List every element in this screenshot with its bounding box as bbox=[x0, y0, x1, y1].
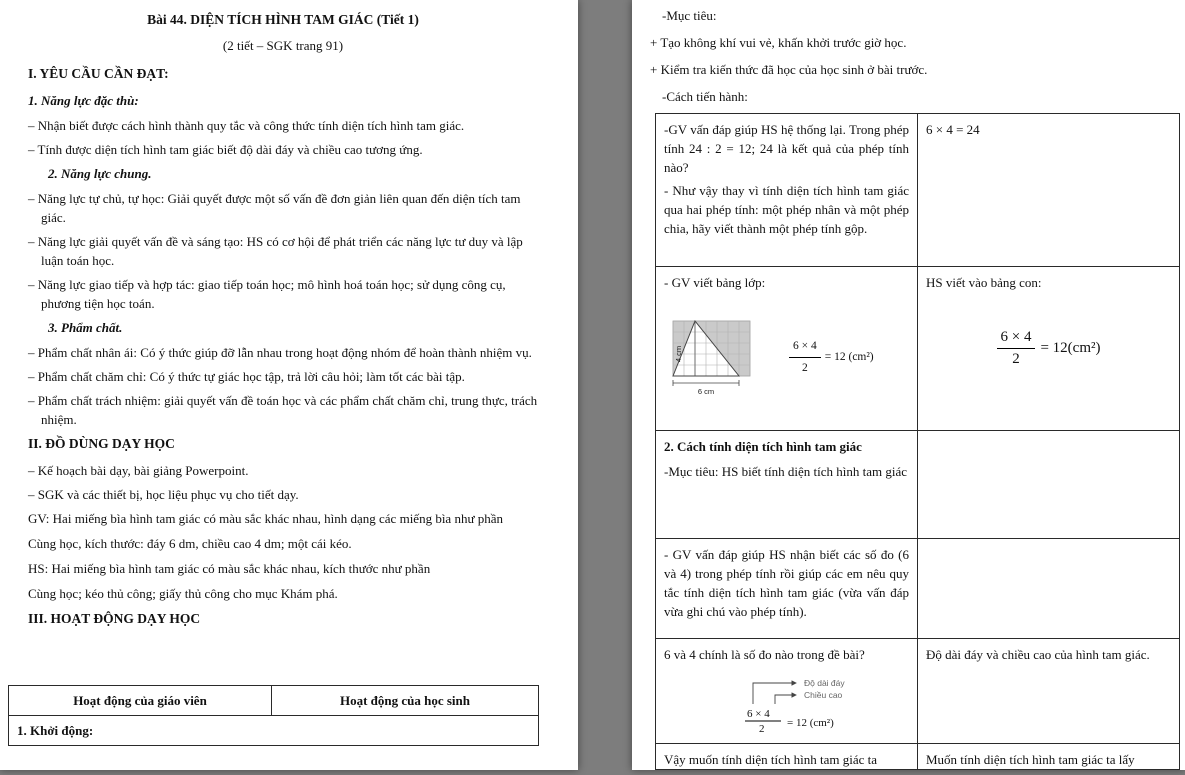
student-cell-row1 bbox=[918, 114, 1179, 267]
activity-2-muc-tieu: -Mục tiêu: HS biết tính diện tích hình tam giác bbox=[664, 464, 907, 479]
figure-height-label: 4 cm bbox=[674, 345, 683, 363]
fraction-denominator: 2 bbox=[802, 361, 808, 374]
khoi-dong-intro bbox=[632, 0, 1185, 106]
activity-2-heading: 2. Cách tính diện tích hình tam giác bbox=[664, 439, 862, 454]
paragraph-hs-materials: HS: Hai miếng bìa hình tam giác có màu sắc khác nhau, kích thước như phần bbox=[28, 561, 431, 576]
paragraph: - GV viết bảng lớp: bbox=[664, 275, 766, 290]
paragraph-p7: – Phẩm chất chăm chỉ: Có ý thức tự giác học tập, trả lời câu hỏi; làm tốt các bài tập. bbox=[28, 369, 465, 384]
fraction-denominator: 2 bbox=[1012, 351, 1020, 367]
teacher-cell-row5 bbox=[656, 639, 918, 744]
paragraph-p5: – Năng lực giao tiếp và hợp tác: giao tiếp toán học; mô hình hoá toán học; sử dụng công cụ, phương tiện học toán. bbox=[28, 277, 506, 311]
activities-table-header bbox=[9, 686, 538, 716]
section-1-heading: I. YÊU CẦU CẦN ĐẠT: bbox=[28, 66, 169, 81]
formula-result: = 12 (cm²) bbox=[824, 350, 874, 363]
muc-tieu-label: -Mục tiêu: bbox=[662, 8, 717, 23]
paragraph: - Như vậy thay vì tính diện tích hình tam giác qua hai phép tính: một phép nhân và một phép chia, hãy viết thành một phép tính gộp. bbox=[664, 183, 909, 236]
subsection-1a-heading: 1. Năng lực đặc thù: bbox=[28, 93, 139, 108]
teacher-cell-row3 bbox=[656, 431, 918, 539]
formula-result: = 12 (cm²) bbox=[787, 717, 834, 729]
teacher-cell-row2 bbox=[656, 267, 918, 431]
paragraph: HS viết vào bảng con: bbox=[926, 275, 1042, 290]
student-cell-row5 bbox=[918, 639, 1179, 744]
figure-base-label: 6 cm bbox=[697, 387, 715, 396]
triangle-grid-figure bbox=[664, 318, 759, 396]
fraction bbox=[789, 337, 821, 378]
page-2[interactable] bbox=[632, 0, 1185, 770]
paragraph-p8: – Phẩm chất trách nhiệm: giải quyết vấn đề toán học và các phẩm chất chăm chỉ, trung thực, trách nhiệm. bbox=[28, 393, 538, 427]
fraction bbox=[997, 328, 1036, 369]
paragraph: - GV vấn đáp giúp HS nhận biết các số đo (6 và 4) trong phép tính rồi giúp các em nêu quy tắc tính diện tích hình tam giác (vừa vấn đáp vừa ghi chú vào phép tính). bbox=[664, 547, 909, 619]
paragraph-gv-materials-2: Cùng học, kích thước: đáy 6 dm, chiều cao 4 dm; một cái kéo. bbox=[28, 536, 352, 551]
section-3-heading: III. HOẠT ĐỘNG DẠY HỌC bbox=[28, 611, 201, 626]
teacher-cell-row1 bbox=[656, 114, 918, 267]
formula-result: = 12(cm²) bbox=[1040, 339, 1101, 356]
paragraph: -GV vấn đáp giúp HS hệ thống lại. Trong phép tính 24 : 2 = 12; 24 là kết quả của phép tính nào? bbox=[664, 122, 909, 175]
paragraph-p10: – SGK và các thiết bị, học liệu phục vụ cho tiết dạy. bbox=[28, 487, 299, 502]
subsection-1b-heading: 2. Năng lực chung. bbox=[48, 166, 152, 181]
paragraph-p9: – Kế hoạch bài dạy, bài giảng Powerpoint. bbox=[28, 463, 249, 478]
fraction-numerator: 6 × 4 bbox=[747, 708, 770, 720]
question: 6 và 4 chính là số đo nào trong đề bài? bbox=[664, 647, 865, 662]
fraction-numerator: 6 × 4 bbox=[997, 328, 1036, 349]
paragraph-p2: – Tính được diện tích hình tam giác biết độ dài đáy và chiều cao tương ứng. bbox=[28, 142, 423, 157]
student-answer: 6 × 4 = 24 bbox=[926, 122, 980, 137]
fraction-numerator: 6 × 4 bbox=[789, 337, 821, 358]
student-answer: Độ dài đáy và chiều cao của hình tam giác. bbox=[926, 647, 1150, 662]
lesson-subtitle: (2 tiết – SGK trang 91) bbox=[222, 38, 344, 53]
paragraph-p1: – Nhận biết được cách hình thành quy tắc và công thức tính diện tích hình tam giác. bbox=[28, 118, 465, 133]
paragraph: Vậy muốn tính diện tích hình tam giác ta bbox=[664, 752, 878, 767]
formula-annotation-diagram bbox=[740, 672, 909, 739]
col-header-student: Hoạt động của học sinh bbox=[339, 693, 471, 708]
col-header-teacher: Hoạt động của giáo viên bbox=[9, 686, 272, 715]
label-chieu-cao: Chiều cao bbox=[804, 690, 843, 700]
muc-tieu-bullet-2: + Kiểm tra kiến thức đã học của học sinh ở bài trước. bbox=[650, 62, 928, 77]
label-do-dai-day: Độ dài đáy bbox=[804, 678, 845, 688]
activities-table bbox=[8, 685, 539, 746]
cach-tien-hanh-label: -Cách tiến hành: bbox=[662, 89, 748, 104]
area-formula bbox=[789, 337, 874, 378]
muc-tieu-bullet-1: + Tạo không khí vui vẻ, khấn khởi trước giờ học. bbox=[650, 35, 907, 50]
annotated-formula-figure bbox=[740, 672, 915, 734]
fraction-denominator: 2 bbox=[759, 723, 765, 734]
activities-table-continued bbox=[655, 113, 1180, 770]
student-cell-row2 bbox=[918, 267, 1179, 431]
student-formula bbox=[926, 328, 1171, 369]
table-row-khoi-dong: 1. Khởi động: bbox=[17, 723, 94, 738]
board-figure-row bbox=[664, 318, 909, 396]
paragraph-hs-materials-2: Cùng học; kéo thủ công; giấy thủ công cho mục Khám phá. bbox=[28, 586, 338, 601]
student-cell-row4 bbox=[918, 539, 1179, 639]
student-answer: Muốn tính diện tích hình tam giác ta lấy bbox=[926, 752, 1135, 767]
student-cell-row3 bbox=[918, 431, 1179, 539]
lesson-title: Bài 44. DIỆN TÍCH HÌNH TAM GIÁC (Tiết 1) bbox=[147, 12, 419, 27]
paragraph-p6: – Phẩm chất nhân ái: Có ý thức giúp đỡ lẫn nhau trong hoạt động nhóm để hoàn thành nhiệm vụ. bbox=[28, 345, 532, 360]
paragraph-p3: – Năng lực tự chủ, tự học: Giải quyết được một số vấn đề đơn giản liên quan đến diện tích tam giác. bbox=[28, 191, 521, 225]
paragraph-gv-materials: GV: Hai miếng bìa hình tam giác có màu sắc khác nhau, hình dạng các miếng bìa như phần bbox=[28, 511, 504, 526]
paragraph-p4: – Năng lực giải quyết vấn đề và sáng tạo: HS có cơ hội để phát triển các năng lực tư duy và lập luận toán học. bbox=[28, 234, 523, 268]
section-2-heading: II. ĐỒ DÙNG DẠY HỌC bbox=[28, 436, 175, 451]
teacher-cell-row6 bbox=[656, 744, 918, 770]
subsection-1c-heading: 3. Phẩm chất. bbox=[48, 320, 123, 335]
page-1[interactable] bbox=[0, 0, 578, 770]
student-cell-row6 bbox=[918, 744, 1179, 770]
teacher-cell-row4 bbox=[656, 539, 918, 639]
